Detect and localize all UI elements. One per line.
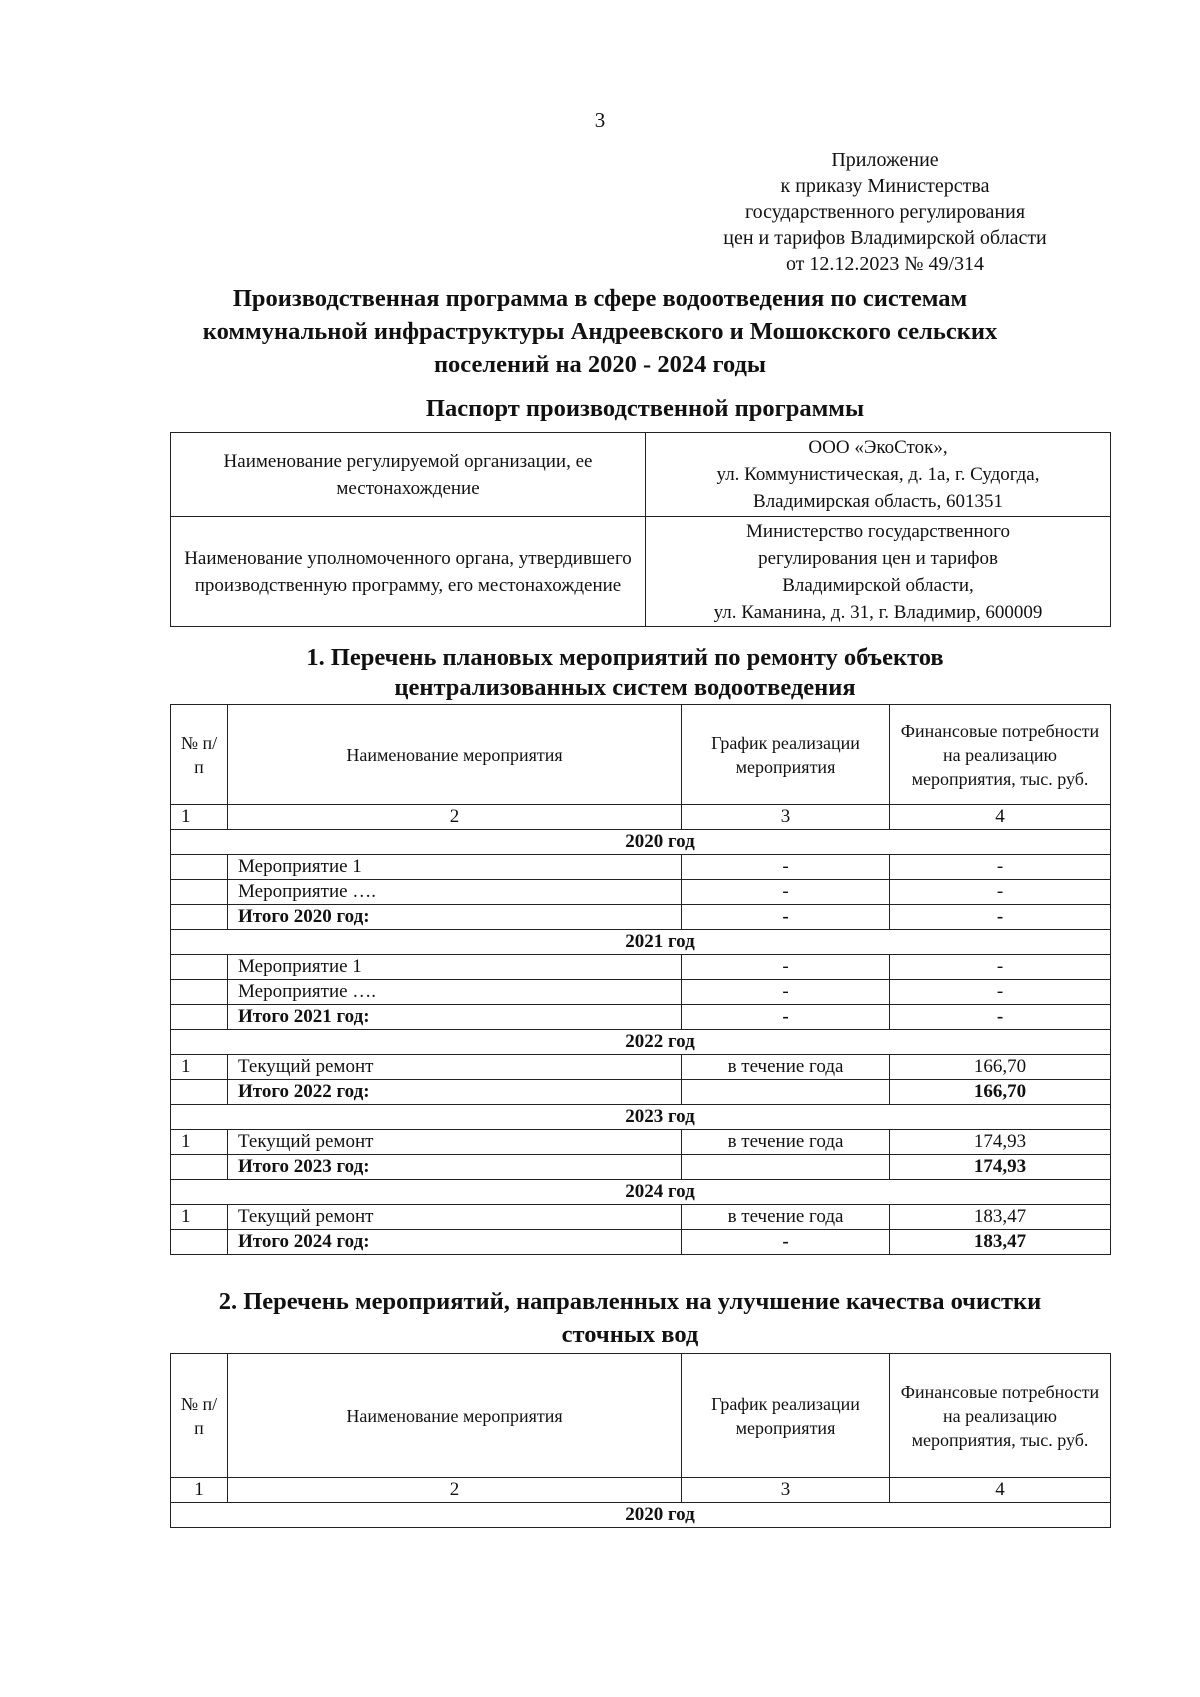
year-row <box>171 1503 1111 1528</box>
year-label: 2021 год <box>171 930 1111 955</box>
row-schedule: - <box>682 1005 890 1030</box>
row-number: 1 <box>171 1130 228 1155</box>
passport-value-line: ул. Коммунистическая, д. 1а, г. Судогда, <box>716 464 1040 485</box>
row-name: Итого 2021 год: <box>228 1005 682 1030</box>
passport-heading: Паспорт производственной программы <box>425 395 865 422</box>
total-row <box>171 1230 1111 1255</box>
passport-value-line: Министерство государственного <box>746 520 1010 542</box>
row-amount: - <box>890 980 1111 1005</box>
row-number <box>171 880 228 905</box>
appendix-block <box>680 147 1090 277</box>
table-row <box>171 855 1111 880</box>
appendix-line: от 12.12.2023 № 49/314 <box>785 253 985 275</box>
year-label: 2023 год <box>171 1105 1111 1130</box>
row-name: Итого 2022 год: <box>228 1080 682 1105</box>
year-label: 2020 год <box>171 1503 1111 1528</box>
table-row <box>171 955 1111 980</box>
appendix-line: Приложение <box>831 149 939 171</box>
title-line: коммунальной инфраструктуры Андреевского и Мошокского сельских <box>202 318 998 345</box>
col-number-row <box>171 805 1111 830</box>
row-schedule: - <box>682 855 890 880</box>
year-row <box>171 1030 1111 1055</box>
row-name: Мероприятие 1 <box>228 855 682 880</box>
col-number: 3 <box>682 805 890 830</box>
row-name: Текущий ремонт <box>228 1205 682 1230</box>
section1-heading <box>160 643 1090 703</box>
row-number <box>171 1005 228 1030</box>
row-name: Итого 2024 год: <box>228 1230 682 1255</box>
row-amount: - <box>890 855 1111 880</box>
heading-line: 1. Перечень плановых мероприятий по ремонту объектов <box>306 644 944 671</box>
document-title <box>130 282 1070 381</box>
col-header-number: № п/п <box>171 1354 228 1478</box>
heading-line: 2. Перечень мероприятий, направленных на улучшение качества очистки <box>218 1288 1042 1315</box>
passport-row <box>171 433 1111 517</box>
row-name: Текущий ремонт <box>228 1130 682 1155</box>
col-number: 1 <box>171 805 228 830</box>
year-row <box>171 1180 1111 1205</box>
col-number: 4 <box>890 805 1111 830</box>
row-amount: - <box>890 880 1111 905</box>
heading-line: централизованных систем водоотведения <box>394 674 856 701</box>
row-schedule: в течение года <box>682 1130 890 1155</box>
table-row <box>171 1055 1111 1080</box>
row-number: 1 <box>171 1205 228 1230</box>
total-row <box>171 1155 1111 1180</box>
row-schedule: - <box>682 905 890 930</box>
col-number: 4 <box>890 1478 1111 1503</box>
row-number <box>171 905 228 930</box>
col-header-schedule: График реализации мероприятия <box>682 1354 890 1478</box>
col-header-schedule: График реализации мероприятия <box>682 705 890 805</box>
section1-table <box>170 704 1111 1255</box>
row-schedule: - <box>682 955 890 980</box>
row-amount: 166,70 <box>890 1055 1111 1080</box>
passport-value-line: ул. Каманина, д. 31, г. Владимир, 600009 <box>713 601 1043 623</box>
col-header-amount: Финансовые потребности на реализацию мероприятия, тыс. руб. <box>890 1354 1111 1478</box>
appendix-line: цен и тарифов Владимирской области <box>723 227 1047 249</box>
passport-value-line: Владимирской области, <box>782 574 974 596</box>
year-label: 2024 год <box>171 1180 1111 1205</box>
row-schedule <box>682 1155 890 1180</box>
col-header-number: № п/п <box>171 705 228 805</box>
row-amount: 183,47 <box>890 1230 1111 1255</box>
year-label: 2022 год <box>171 1030 1111 1055</box>
row-number: 1 <box>171 1055 228 1080</box>
year-row <box>171 1105 1111 1130</box>
passport-value-line: Владимирская область, 601351 <box>753 491 1003 512</box>
row-number <box>171 1155 228 1180</box>
row-name: Мероприятие …. <box>228 980 682 1005</box>
appendix-line: к приказу Министерства <box>780 175 990 197</box>
passport-label: Наименование регулируемой организации, ее местонахождение <box>171 433 646 517</box>
row-name: Мероприятие …. <box>228 880 682 905</box>
table-row <box>171 880 1111 905</box>
row-name: Итого 2020 год: <box>228 905 682 930</box>
header-row <box>171 705 1111 805</box>
title-line: Производственная программа в сфере водоотведения по системам <box>232 285 968 312</box>
row-number <box>171 980 228 1005</box>
row-number <box>171 855 228 880</box>
row-number <box>171 955 228 980</box>
row-schedule: - <box>682 1230 890 1255</box>
passport-value <box>646 433 1111 517</box>
row-amount: 174,93 <box>890 1155 1111 1180</box>
col-number-row <box>171 1478 1111 1503</box>
row-number <box>171 1080 228 1105</box>
row-amount: - <box>890 1005 1111 1030</box>
table-row <box>171 980 1111 1005</box>
total-row <box>171 1005 1111 1030</box>
row-amount: 166,70 <box>890 1080 1111 1105</box>
passport-value-line: ООО «ЭкоСток», <box>808 437 948 458</box>
section2-table <box>170 1353 1111 1528</box>
heading-line: сточных вод <box>561 1321 699 1348</box>
col-header-name: Наименование мероприятия <box>228 1354 682 1478</box>
row-schedule: в течение года <box>682 1205 890 1230</box>
col-number: 2 <box>228 805 682 830</box>
passport-row <box>171 517 1111 627</box>
row-schedule <box>682 1080 890 1105</box>
col-number: 1 <box>171 1478 228 1503</box>
page-number: 3 <box>594 108 606 132</box>
row-amount: 183,47 <box>890 1205 1111 1230</box>
row-schedule: - <box>682 980 890 1005</box>
passport-value <box>646 517 1111 627</box>
year-row <box>171 830 1111 855</box>
year-row <box>171 930 1111 955</box>
row-name: Мероприятие 1 <box>228 955 682 980</box>
passport-value-line: регулирования цен и тарифов <box>758 547 998 569</box>
table-row <box>171 1130 1111 1155</box>
row-schedule: - <box>682 880 890 905</box>
row-name: Итого 2023 год: <box>228 1155 682 1180</box>
total-row <box>171 905 1111 930</box>
row-amount: 174,93 <box>890 1130 1111 1155</box>
header-row <box>171 1354 1111 1478</box>
year-label: 2020 год <box>171 830 1111 855</box>
passport-table <box>170 432 1111 627</box>
col-number: 2 <box>228 1478 682 1503</box>
row-amount: - <box>890 955 1111 980</box>
col-header-name: Наименование мероприятия <box>228 705 682 805</box>
col-number: 3 <box>682 1478 890 1503</box>
row-schedule: в течение года <box>682 1055 890 1080</box>
appendix-line: государственного регулирования <box>744 201 1026 223</box>
row-number <box>171 1230 228 1255</box>
col-header-amount: Финансовые потребности на реализацию мероприятия, тыс. руб. <box>890 705 1111 805</box>
total-row <box>171 1080 1111 1105</box>
table-row <box>171 1205 1111 1230</box>
title-line: поселений на 2020 - 2024 годы <box>433 351 767 378</box>
section2-heading <box>160 1285 1100 1351</box>
row-amount: - <box>890 905 1111 930</box>
row-name: Текущий ремонт <box>228 1055 682 1080</box>
passport-label: Наименование уполномоченного органа, утвердившего производственную программу, его местонахождение <box>171 517 646 627</box>
